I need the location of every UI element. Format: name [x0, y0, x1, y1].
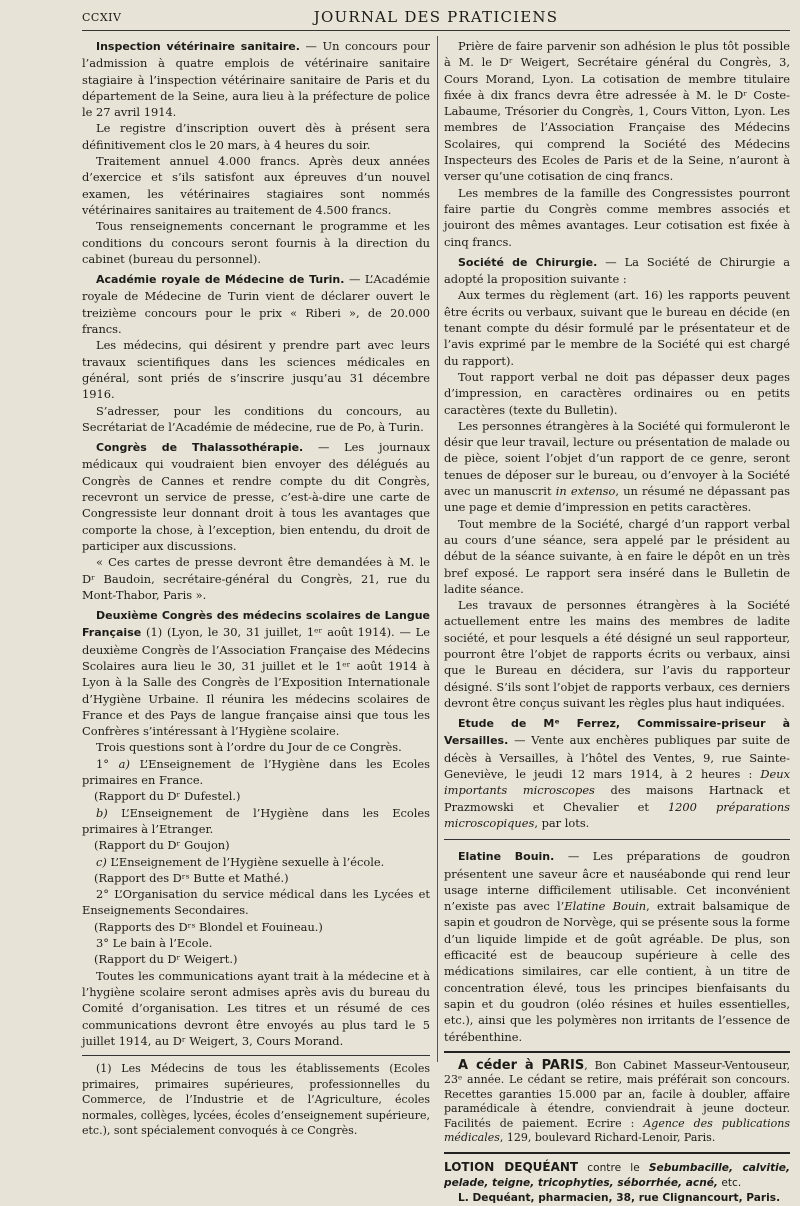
paragraph: Les médecins, qui désirent y prendre part avec leurs travaux scientifiques dans les sciences médicales en général, sont priés de s’inscrire jusqu’au 31 décembre 1916. — [82, 338, 430, 402]
article-congres-medecins-scolaires — [82, 607, 430, 1049]
paragraph-text: , extrait balsamique de sapin et goudron de Norvège, qui se présente sous la forme d’un liquide limpide et de goût agréable. De plus, son efficacité est de beaucoup supérieure à celle des médications similaires, car elle contient, à un titre de concentration élevé, tous les principes bienfaisants du sapin et du goudron (oléo résines et huiles essentielles, etc.), ainsi que les polymères non irritants de l’essence de térébenthine. — [444, 899, 790, 1044]
item-letter: b) — [96, 805, 108, 820]
paragraph-text: — Un concours pour l’admission à quatre emplois de vétérinaire sanitaire stagiaire à l’inspection vétérinaire sanitaire de Paris et du département de la Seine, aura lieu à la préfecture de police le 27 avril 1914. — [82, 39, 430, 120]
agenda-item — [82, 805, 430, 838]
paragraph — [444, 418, 790, 516]
agenda-item — [82, 854, 430, 870]
item-letter: a) — [118, 756, 130, 771]
agenda-item: 3° Le bain à l’Ecole. — [96, 936, 213, 951]
ad-heading: A céder à PARIS — [458, 1057, 585, 1073]
article-heading: Elatine Bouin. — [458, 850, 555, 864]
paragraph: Toutes les communications ayant trait à la médecine et à l’hygiène scolaire seront admises après avis du bureau du Comité d’organisation. Les titres et un résumé de ces communications devront être envoyés au plus tard le 5 juillet 1914, au Dʳ Weigert, 3, Cours Morand. — [82, 968, 430, 1048]
item-letter: c) — [96, 854, 107, 869]
article-heading: Etude de Mᵉ Ferrez, Commissaire-priseur à Versailles. — [444, 717, 790, 748]
header-rule — [82, 30, 790, 31]
running-header — [82, 8, 790, 30]
paragraph: S’adresser, pour les conditions du concours, au Secrétariat de l’Académie de médecine, rue de Po, à Turin. — [82, 403, 430, 434]
item-text: L’Enseignement de l’Hygiène dans les Ecoles primaires en France. — [82, 756, 430, 788]
article-inspection-veterinaire — [82, 38, 430, 267]
left-column — [82, 38, 430, 1139]
article-heading: Inspection vétérinaire sanitaire. — [96, 40, 300, 53]
paragraph: Tout membre de la Société, chargé d’un rapport verbal au cours d’une séance, sera appelé par le président au début de la séance suivante, à en faire le dépôt en un très bref exposé. Le rapport sera inséré dans le Bulletin de ladite séance. — [444, 516, 790, 596]
paragraph: Aux termes du règlement (art. 16) les rapports peuvent être écrits ou verbaux, suivant que le bureau en décide (en tenant compte du désir formulé par le présentateur et de l’avis exprimé par le membre de la Société qui est chargé du rapport). — [444, 288, 790, 368]
article-heading: Société de Chirurgie. — [458, 255, 598, 269]
italic-text: in extenso — [555, 484, 616, 499]
rapporteur: (Rapport du Dʳ Goujon) — [94, 838, 230, 853]
paragraph: Les membres de la famille des Congressistes pourront faire partie du Congrès comme membres associés et jouiront des mêmes avantages. Leur cotisation est fixée à cinq francs. — [444, 185, 790, 249]
article-etude-ferrez — [444, 715, 790, 831]
paragraph — [444, 715, 790, 831]
ad-text: , 129, boulevard Richard-Lenoir, Paris. — [499, 1131, 716, 1145]
section-rule — [444, 839, 790, 840]
item-text: L’Enseignement de l’Hygiène sexuelle à l’école. — [106, 854, 385, 869]
paragraph — [82, 38, 430, 120]
paragraph-text: — Vente aux enchères publiques par suite de décès à Versailles, à l’hôtel des Ventes, 9, rue Sainte-Geneviève, le jeudi 12 mars 1914, à 2 heures : — [444, 733, 790, 782]
advert-rule — [444, 1152, 790, 1154]
paragraph: Le registre d’inscription ouvert dès à présent sera définitivement clos le 20 mars, à 4 heures du soir. — [82, 121, 430, 152]
article-thalassotherapie — [82, 439, 430, 603]
paragraph — [444, 848, 790, 1045]
page-number: CCXIV — [82, 11, 122, 24]
article-societe-chirurgie — [444, 254, 790, 711]
item-number: 1° — [96, 756, 119, 771]
italic-text: Agence des publications médicales — [444, 1116, 790, 1145]
paragraph-text: — L’Académie royale de Médecine de Turin vient de déclarer ouvert le treizième concours pour le prix « Riberi », de 20.000 francs. — [82, 272, 431, 337]
column-divider — [437, 36, 438, 1062]
paragraph-text: — La Société de Chirurgie a adopté la proposition suivante : — [444, 254, 790, 287]
paragraph — [82, 607, 430, 739]
ad-text: contre le — [578, 1161, 649, 1174]
paragraph-text: , un résumé ne dépassant pas une page et demie d’impression en petits caractères. — [444, 484, 790, 515]
ad-signature: L. Dequéant, pharmacien, 38, rue Clignancourt, Paris. — [458, 1191, 781, 1204]
paragraph-text: , par lots. — [534, 815, 590, 830]
journal-title: JOURNAL DES PRATICIENS — [313, 8, 559, 26]
paragraph: « Ces cartes de presse devront être demandées à M. le Dʳ Baudoin, secrétaire-général du Congrès, 21, rue du Mont-Thabor, Paris ». — [82, 555, 430, 602]
footnote: (1) Les Médecins de tous les établissements (Ecoles primaires, primaires supérieures, professionnelles du Commerce, de l’Industrie et de l’Agriculture, écoles normales, collèges, lycées, écoles d’enseignement supérieure, etc.), sont spécialement convoqués à ce Congrès. — [82, 1062, 430, 1138]
italic-text: 1200 préparations microscopiques — [444, 799, 791, 830]
paragraph: Tout rapport verbal ne doit pas dépasser deux pages d’impression, en caractères ordinaires ou en petits caractères (texte du Bulletin). — [444, 369, 790, 417]
italic-text: Elatine Bouin — [564, 899, 647, 914]
paragraph-text: — Les préparations de goudron présentent une saveur âcre et nauséabonde qui rend leur usage interne difficilement utilisable. Cet inconvénient n’existe pas avec l’ — [444, 849, 790, 914]
footnote-rule — [82, 1055, 430, 1056]
article-congres-continued — [444, 38, 790, 250]
article-heading: Académie royale de Médecine de Turin. — [96, 273, 345, 287]
paragraph: Prière de faire parvenir son adhésion le plus tôt possible à M. le Dʳ Weigert, Secrétaire général du Congrès, 3, Cours Morand, Lyon. La cotisation de membre titulaire fixée à dix francs devra être adressée à M. le Dʳ Coste-Labaume, Trésorier du Congrès, 1, Cours Vitton, Lyon. Les membres de l’Association Française des Médecins Scolaires, qui comprend la Société des Médecins Inspecteurs des Ecoles de Paris et de la Seine, n’auront à verser qu’une cotisation de cinq francs. — [444, 39, 790, 184]
ad-heading: LOTION DEQUÉANT — [444, 1159, 579, 1174]
paragraph — [82, 439, 430, 554]
paragraph-text: — Les journaux médicaux qui voudraient bien envoyer des délégués au Congrès de Cannes et rendre compte du dit Congrès, recevront un service de presse, c’est-à-dire une carte de Congressiste leur donnant droit à tous les avantages que comporte la chose, à l’exception, bien entendu, du droit de participer aux discussions. — [82, 440, 431, 553]
classified-ad — [444, 1059, 790, 1146]
ad-line — [444, 1160, 790, 1191]
ad-text: , Bon Cabinet Masseur-Ventouseur, 23ᵉ année. Le cédant se retire, mais préférait son concours. Recettes garanties 15.000 par an, facile à doubler, affaire paramédicale à étendre, conviendrait à jeune docteur. Facilités de paiement. Ecrire : — [444, 1058, 790, 1130]
item-text: L’Enseignement de l’Hygiène dans les Ecoles primaires à l’Etranger. — [82, 805, 430, 836]
rapporteur: (Rapport des Dʳˢ Butte et Mathé.) — [94, 870, 289, 885]
paragraph-text: (1) (Lyon, le 30, 31 juillet, 1ᵉʳ août 1914). — Le deuxième Congrès de l’Association Française des Médecins Scolaires aura lieu le 30, 31 juillet et le 1ᵉʳ août 1914 à Lyon à la Salle des Congrès de l’Exposition Internationale d’Hygiène Urbaine. Il réunira les médecins scolaires de France et des Pays de langue française ainsi que tous les Confrères s’intéressant à l’Hygiène scolaire. — [82, 625, 430, 739]
rapporteur: (Rapport du Dʳ Weigert.) — [94, 952, 238, 967]
italic-text: Deux importants microscopes — [444, 767, 790, 798]
paragraph-text: des maisons Hartnack et Prazmowski et Chevalier et — [444, 783, 790, 814]
advert-rule — [444, 1051, 790, 1053]
lotion-advert — [444, 1160, 790, 1206]
agenda-item — [82, 756, 430, 789]
right-column — [444, 38, 790, 1206]
paragraph: Les travaux de personnes étrangères à la Société actuellement entre les mains des membres de ladite société, et pour lesquels a été désigné un seul rapporteur, pourront être l’objet de rapports écrits ou verbaux, ainsi que le Bureau en décidera, sur l’avis du rapporteur désigné. S’ils sont l’objet de rapports verbaux, ces derniers devront être conçus suivant les règles plus haut indiquées. — [444, 598, 790, 710]
paragraph — [82, 271, 430, 337]
ad-text: etc. — [717, 1176, 742, 1189]
paragraph: Trois questions sont à l’ordre du Jour de ce Congrès. — [96, 740, 402, 755]
article-heading: Congrès de Thalassothérapie. — [96, 441, 304, 455]
paragraph: Tous renseignements concernant le programme et les conditions du concours seront fournis à la direction du cabinet (bureau du personnel). — [82, 219, 430, 266]
rapporteur: (Rapports des Dʳˢ Blondel et Fouineau.) — [94, 919, 323, 934]
paragraph — [444, 254, 790, 288]
article-academie-turin — [82, 271, 430, 435]
italic-text: Sebumbacille, calvitie, pelade, teigne, tricophyties, séborrhée, acné, — [444, 1161, 790, 1189]
article-elatine-bouin — [444, 848, 790, 1045]
paragraph: Traitement annuel 4.000 francs. Après deux années d’exercice et s’ils satisfont aux épreuves d’un nouvel examen, les vétérinaires stagiaires sont nommés vétérinaires sanitaires au traitement de 4.500 francs. — [82, 154, 430, 217]
article-heading: Deuxième Congrès des médecins scolaires de Langue Française — [82, 609, 430, 640]
paragraph-text: Les personnes étrangères à la Société qui formuleront le désir que leur travail, lecture ou présentation de malade ou de pièce, soient l’objet d’un rapport de ce genre, seront tenues de déposer sur le bureau, ou d’envoyer à la Société avec un manuscrit — [444, 418, 790, 499]
agenda-item: 2° L’Organisation du service médical dans les Lycées et Enseignements Secondaires. — [82, 887, 430, 918]
rapporteur: (Rapport du Dʳ Dufestel.) — [94, 789, 241, 804]
